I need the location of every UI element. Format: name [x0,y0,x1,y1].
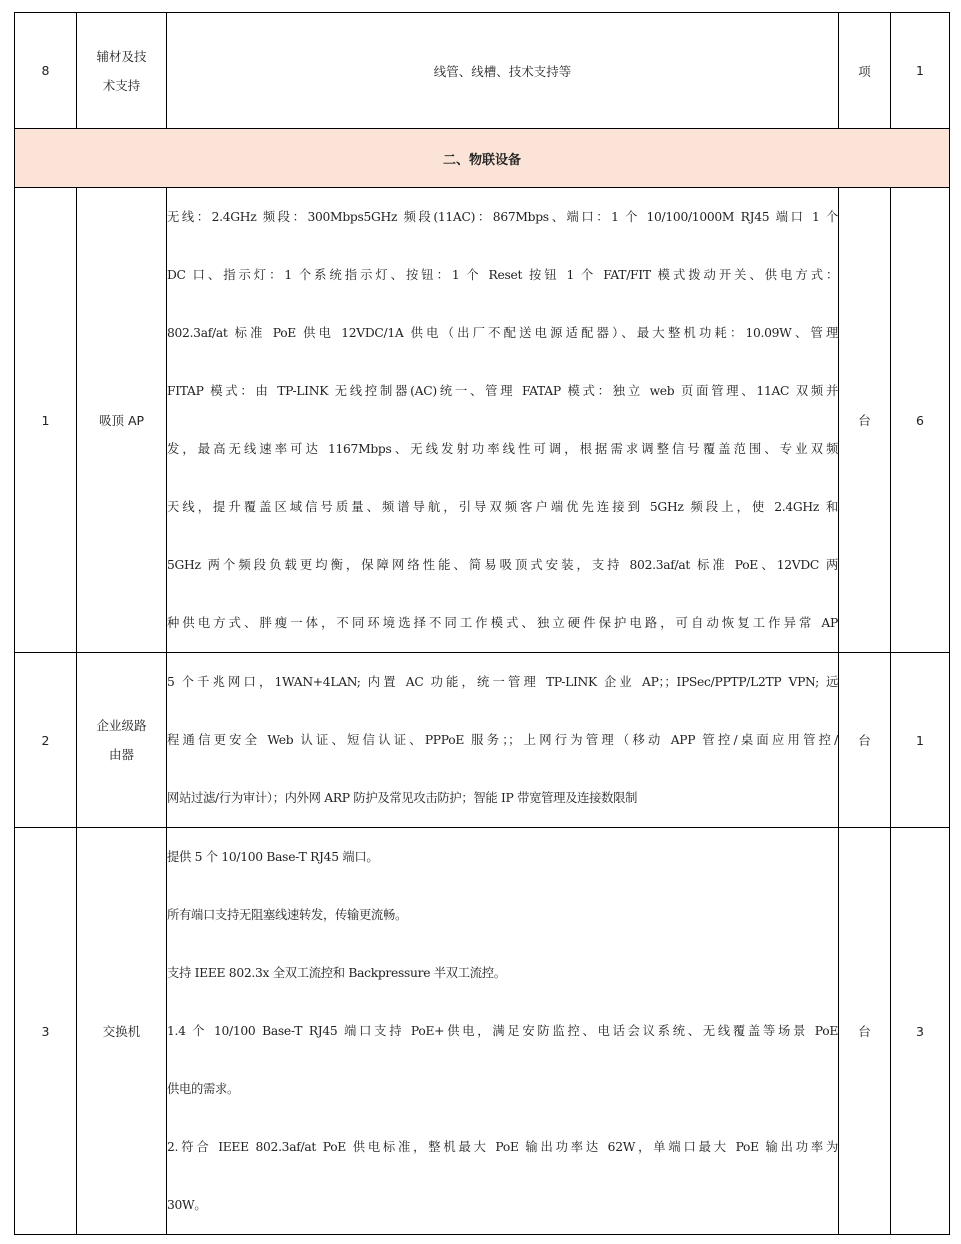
description-line: 网站过滤/行为审计）；内外网 ARP 防护及常见攻击防护；智能 IP 带宽管理及连接数限制 [167,791,638,805]
item-quantity: 1 [891,653,950,828]
item-index: 3 [15,828,77,1235]
table-row [15,188,950,653]
item-index: 1 [15,188,77,653]
item-name [77,653,167,828]
item-name [77,828,167,1235]
description-line: 802.3af/at 标准 PoE 供电 12VDC/1A 供电（出厂不配送电源适配器）、最大整机功耗：10.09W、管理 [167,326,838,340]
item-description [167,188,839,653]
item-unit: 台 [839,653,891,828]
description-line: 供电的需求。 [167,1082,239,1096]
description-line: 所有端口支持无阻塞线速转发，传输更流畅。 [167,908,407,922]
table-row [15,13,950,129]
description-line: 无线：2.4GHz 频段：300Mbps5GHz 频段(11AC)：867Mbps、端口：1 个 10/100/1000M RJ45 端口 1 个 [167,210,838,224]
item-name-line: 交换机 [102,1023,141,1039]
item-name-line: 术支持 [102,77,141,93]
item-name-line: 由器 [108,747,134,762]
item-unit: 项 [839,13,891,129]
description-line: 5 个千兆网口，1WAN+4LAN; 内置 AC 功能，统一管理 TP-LINK 企业 AP；；IPSec/PPTP/L2TP VPN; 远 [167,675,838,689]
equipment-spec-table [14,12,950,1235]
table-row [15,828,950,1235]
description-line: 提供 5 个 10/100 Base-T RJ45 端口。 [167,850,379,864]
section-header-row [15,129,950,188]
item-unit: 台 [839,188,891,653]
item-quantity: 3 [891,828,950,1235]
description-line: 天线，提升覆盖区域信号质量、频谱导航，引导双频客户端优先连接到 5GHz 频段上，使 2.4GHz 和 [167,500,838,514]
item-description [167,653,839,828]
description-line: 支持 IEEE 802.3x 全双工流控和 Backpressure 半双工流控。 [167,966,506,980]
description-line: 1.4 个 10/100 Base-T RJ45 端口支持 PoE+供电，满足安防监控、电话会议系统、无线覆盖等场景 PoE [167,1024,838,1038]
item-index: 2 [15,653,77,828]
item-quantity: 1 [891,13,950,129]
item-index: 8 [15,13,77,129]
description-line: 程通信更安全 Web 认证、短信认证、PPPoE 服务；；上网行为管理（移动 APP 管控/桌面应用管控/ [167,733,838,747]
section-title: 二、物联设备 [15,129,950,188]
item-description-text: 线管、线槽、技术支持等 [433,63,572,79]
description-line: FITAP 模式：由 TP-LINK 无线控制器(AC)统一、管理 FATAP 模式：独立 web 页面管理、11AC 双频并 [167,384,838,398]
item-description [167,13,839,129]
description-line: DC 口、指示灯：1 个系统指示灯、按钮：1 个 Reset 按钮 1 个 FAT/FIT 模式拨动开关、供电方式： [167,268,838,282]
description-line: 30W。 [167,1198,207,1212]
table-row [15,653,950,828]
item-name-line: 企业级路 [96,718,147,733]
description-line: 2.符合 IEEE 802.3af/at PoE 供电标准，整机最大 PoE 输出功率达 62W，单端口最大 PoE 输出功率为 [167,1140,838,1154]
description-line: 种供电方式、胖瘦一体，不同环境选择不同工作模式、独立硬件保护电路，可自动恢复工作异常 AP [167,616,838,630]
item-quantity: 6 [891,188,950,653]
item-description [167,828,839,1235]
description-line: 发，最高无线速率可达 1167Mbps、无线发射功率线性可调，根据需求调整信号覆盖范围、专业双频 [167,442,838,456]
description-line: 5GHz 两个频段负载更均衡，保障网络性能、简易吸顶式安装，支持 802.3af/at 标准 PoE、12VDC 两 [167,558,838,572]
item-name [77,13,167,129]
item-unit: 台 [839,828,891,1235]
item-name-line: 辅材及技 [96,48,147,64]
item-name-line: 吸顶 AP [98,412,145,428]
item-name [77,188,167,653]
